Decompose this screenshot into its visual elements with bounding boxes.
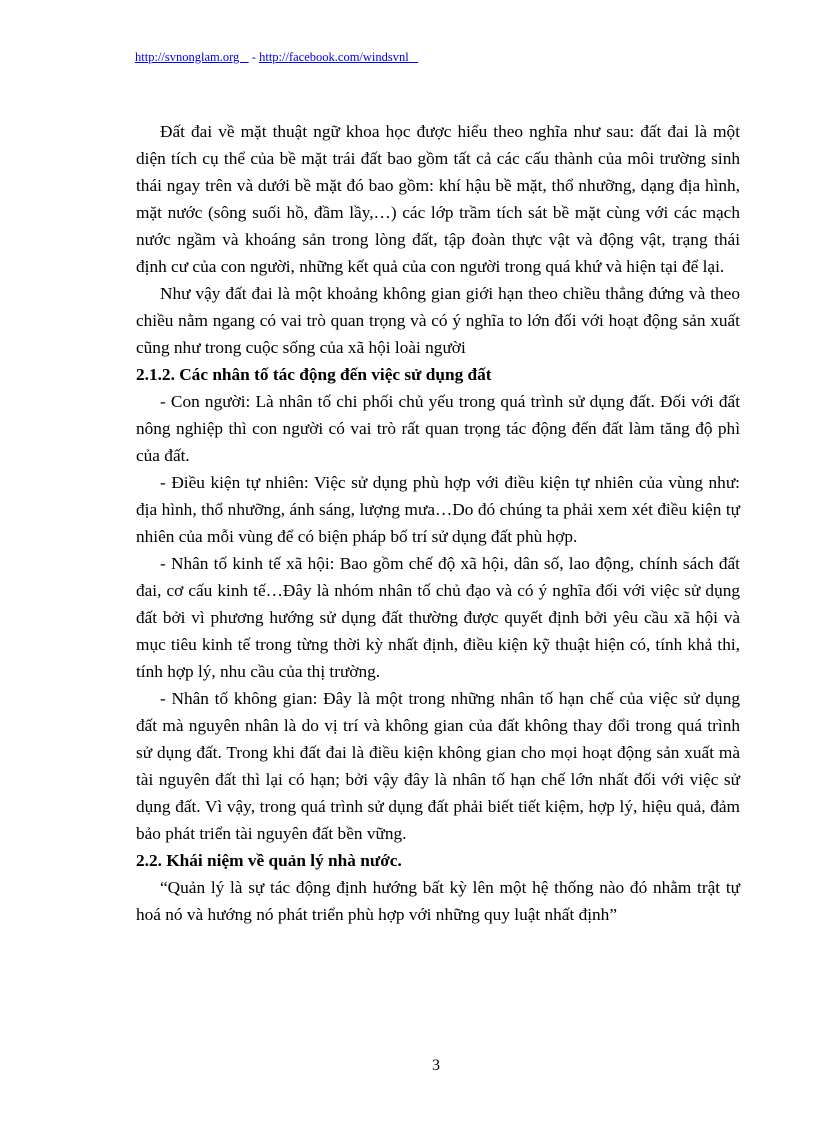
document-body — [136, 118, 740, 928]
header-link-facebook[interactable]: http://facebook.com/windsvnl — [259, 50, 419, 64]
header-separator: - — [248, 50, 260, 64]
header-link-svnonglam[interactable]: http://svnonglam.org — [135, 50, 249, 64]
page-number: 3 — [432, 1057, 440, 1074]
section-heading-2-1-2: 2.1.2. Các nhân tố tác động đến việc sử dụng đất — [136, 365, 492, 384]
paragraph-natural-conditions: - Điều kiện tự nhiên: Việc sử dụng phù hợp với điều kiện tự nhiên của vùng như: địa hình, thổ nhưỡng, ánh sáng, lượng mưa…Do đó chúng ta phải xem xét điều kiện tự nhiên của mỗi vùng để có biện pháp bố trí sử dụng đất phù hợp. — [136, 473, 740, 546]
paragraph-land-space: Như vậy đất đai là một khoảng không gian giới hạn theo chiều thẳng đứng và theo chiều nằm ngang có vai trò quan trọng và có ý nghĩa to lớn đối với hoạt động sản xuất cũng như trong cuộc sống của xã hội loài người — [136, 284, 740, 357]
paragraph-land-definition: Đất đai về mặt thuật ngữ khoa học được hiểu theo nghĩa như sau: đất đai là một diện tích cụ thể của bề mặt trái đất bao gồm tất cả các cấu thành của môi trường sinh thái ngay trên và dưới bề mặt đó bao gồm: khí hậu bề mặt, thổ nhưỡng, dạng địa hình, mặt nước (sông suối hồ, đầm lầy,…) các lớp trầm tích sát bề mặt cùng với các mạch nước ngầm và khoáng sản trong lòng đất, tập đoàn thực vật và động vật, trạng thái định cư của con người, những kết quả của con người trong quá khứ và hiện tại để lại. — [136, 122, 740, 276]
section-heading-2-2: 2.2. Khái niệm về quản lý nhà nước. — [136, 851, 402, 870]
page-header — [135, 50, 418, 65]
paragraph-spatial-factor: - Nhân tố không gian: Đây là một trong những nhân tố hạn chế của việc sử dụng đất mà nguyên nhân là do vị trí và không gian của đất không thay đổi trong quá trình sử dụng đất. Trong khi đất đai là điều kiện không gian cho mọi hoạt động sản xuất mà tài nguyên đất thì lại có hạn; bởi vậy đây là nhân tố hạn chế lớn nhất đối với việc sử dụng đất. Vì vậy, trong quá trình sử dụng đất phải biết tiết kiệm, hợp lý, hiệu quả, đảm bảo phát triển tài nguyên đất bền vững. — [136, 689, 740, 843]
paragraph-human-factor: - Con người: Là nhân tố chi phối chủ yếu trong quá trình sử dụng đất. Đối với đất nông nghiệp thì con người có vai trò rất quan trọng tác động đến đất làm tăng độ phì của đất. — [136, 392, 740, 465]
paragraph-management-quote: “Quản lý là sự tác động định hướng bất kỳ lên một hệ thống nào đó nhằm trật tự hoá nó và hướng nó phát triển phù hợp với những quy luật nhất định” — [136, 878, 740, 924]
paragraph-socioeconomic-factor: - Nhân tố kinh tế xã hội: Bao gồm chế độ xã hội, dân số, lao động, chính sách đất đai, cơ cấu kinh tế…Đây là nhóm nhân tố chủ đạo và có ý nghĩa đối với việc sử dụng đất bởi vì phương hướng sử dụng đất thường được quyết định bởi yêu cầu xã hội và mục tiêu kinh tế trong từng thời kỳ nhất định, điều kiện kỹ thuật hiện có, tính khả thi, tính hợp lý, nhu cầu của thị trường. — [136, 554, 740, 681]
